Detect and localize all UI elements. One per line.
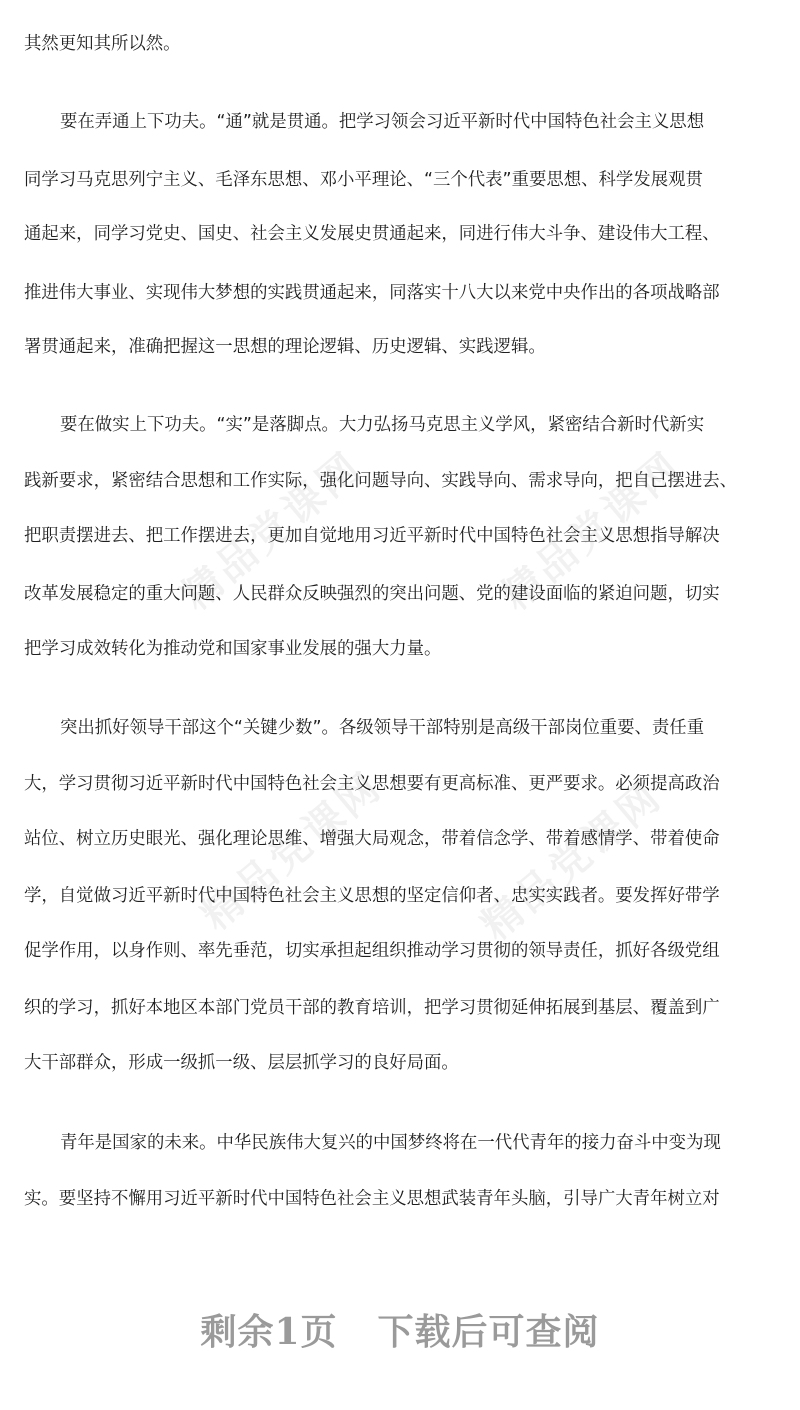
watermark: 精品党课网 [173, 442, 372, 620]
remaining-pages-banner[interactable] [0, 1302, 800, 1362]
watermark: 精品党课网 [473, 772, 672, 950]
text-line: 大干部群众，形成一级抓一级、层层抓学习的良好局面。 [24, 1053, 459, 1073]
paragraph-first-line: 要在做实上下功夫。“实”是落脚点。大力弘扬马克思主义学风，紧密结合新时代新实 [60, 415, 705, 435]
text-line: 把学习成效转化为推动党和国家事业发展的强大力量。 [24, 639, 442, 659]
text-line: 其然更知其所以然。 [24, 34, 181, 54]
text-line: 学，自觉做习近平新时代中国特色社会主义思想的坚定信仰者、忠实实践者。要发挥好带学 [24, 886, 720, 906]
text-line: 站位、树立历史眼光、强化理论思维、增强大局观念，带着信念学、带着感情学、带着使命 [24, 829, 720, 849]
watermark: 精品党课网 [493, 442, 692, 620]
watermark: 精品党课网 [193, 762, 392, 940]
remaining-pages-label: 剩余1页 [200, 1311, 338, 1353]
download-to-view-label: 下载后可查阅 [377, 1311, 600, 1353]
text-line: 织的学习，抓好本地区本部门党员干部的教育培训，把学习贯彻延伸拓展到基层、覆盖到广 [24, 998, 720, 1018]
text-line: 改革发展稳定的重大问题、人民群众反映强烈的突出问题、党的建设面临的紧迫问题，切实 [24, 584, 720, 604]
text-line: 通起来，同学习党史、国史、社会主义发展史贯通起来，同进行伟大斗争、建设伟大工程、 [24, 224, 720, 244]
text-line: 践新要求，紧密结合思想和工作实际，强化问题导向、实践导向、需求导向，把自己摆进去、 [24, 471, 738, 491]
text-line: 促学作用，以身作则、率先垂范，切实承担起组织推动学习贯彻的领导责任，抓好各级党组 [24, 941, 720, 961]
text-line: 同学习马克思列宁主义、毛泽东思想、邓小平理论、“三个代表”重要思想、科学发展观贯 [24, 170, 703, 190]
text-line: 把职责摆进去、把工作摆进去，更加自觉地用习近平新时代中国特色社会主义思想指导解决 [24, 526, 720, 546]
paragraph-first-line: 青年是国家的未来。中华民族伟大复兴的中国梦终将在一代代青年的接力奋斗中变为现 [60, 1133, 721, 1153]
text-line: 推进伟大事业、实现伟大梦想的实践贯通起来，同落实十八大以来党中央作出的各项战略部 [24, 283, 720, 303]
text-line: 署贯通起来，准确把握这一思想的理论逻辑、历史逻辑、实践逻辑。 [24, 337, 546, 357]
paragraph-first-line: 突出抓好领导干部这个“关键少数”。各级领导干部特别是高级干部岗位重要、责任重 [60, 718, 705, 738]
paragraph-first-line: 要在弄通上下功夫。“通”就是贯通。把学习领会习近平新时代中国特色社会主义思想 [60, 112, 705, 132]
text-line: 实。要坚持不懈用习近平新时代中国特色社会主义思想武装青年头脑，引导广大青年树立对 [24, 1189, 720, 1209]
text-line: 大，学习贯彻习近平新时代中国特色社会主义思想要有更高标准、更严要求。必须提高政治 [24, 774, 720, 794]
